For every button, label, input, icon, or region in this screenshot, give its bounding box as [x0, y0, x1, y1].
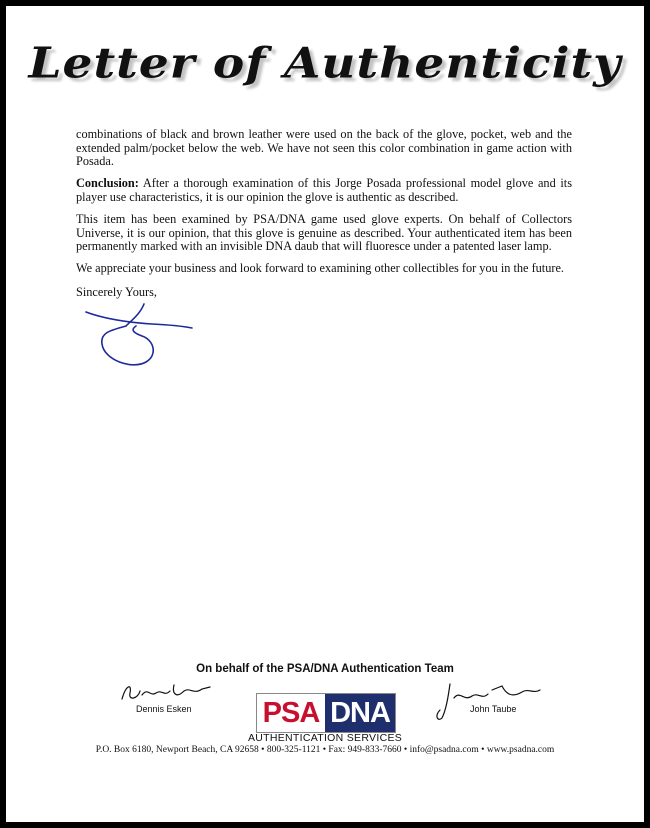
handwritten-signature — [82, 300, 202, 375]
psa-dna-logo — [256, 693, 396, 733]
paragraph-glove-description: combinations of black and brown leather were used on the back of the glove, pocket, web and the extended palm/pocket below the web. We have not seen this color combination in game action with Posada. — [76, 127, 572, 169]
logo-dna-text: DNA — [325, 694, 395, 732]
letter-body — [76, 128, 572, 308]
john-taube-signature — [432, 680, 552, 724]
conclusion-text: After a thorough examination of this Jorge Posada professional model glove and its player use characteristics, it is our opinion the glove is authentic as described. — [76, 176, 572, 204]
conclusion-label: Conclusion: — [76, 176, 139, 191]
authentication-services-caption: AUTHENTICATION SERVICES — [247, 732, 403, 744]
team-line: On behalf of the PSA/DNA Authentication Team — [196, 663, 454, 675]
dennis-esken-signature — [118, 679, 218, 705]
paragraph-conclusion — [76, 177, 572, 204]
signer-name-left: Dennis Esken — [136, 704, 192, 714]
letter-title: Letter of Authenticity — [28, 38, 622, 89]
contact-address: P.O. Box 6180, Newport Beach, CA 92658 • 800-325-1121 • Fax: 949-833-7660 • info@psadna.com • www.psadna.com — [95, 745, 555, 755]
paragraph-examination: This item has been examined by PSA/DNA game used glove experts. On behalf of Collectors Universe, it is our opinion, that this glove is genuine as described. Your authenticated item has been permanently marked with an invisible DNA daub that will fluoresce under a patented laser lamp. — [76, 211, 572, 254]
logo-psa-text: PSA — [257, 694, 325, 732]
closing-text: Sincerely Yours, — [76, 284, 157, 299]
signer-name-right: John Taube — [470, 704, 517, 714]
paragraph-appreciation: We appreciate your business and look forward to examining other collectibles for you in the future. — [76, 261, 565, 276]
